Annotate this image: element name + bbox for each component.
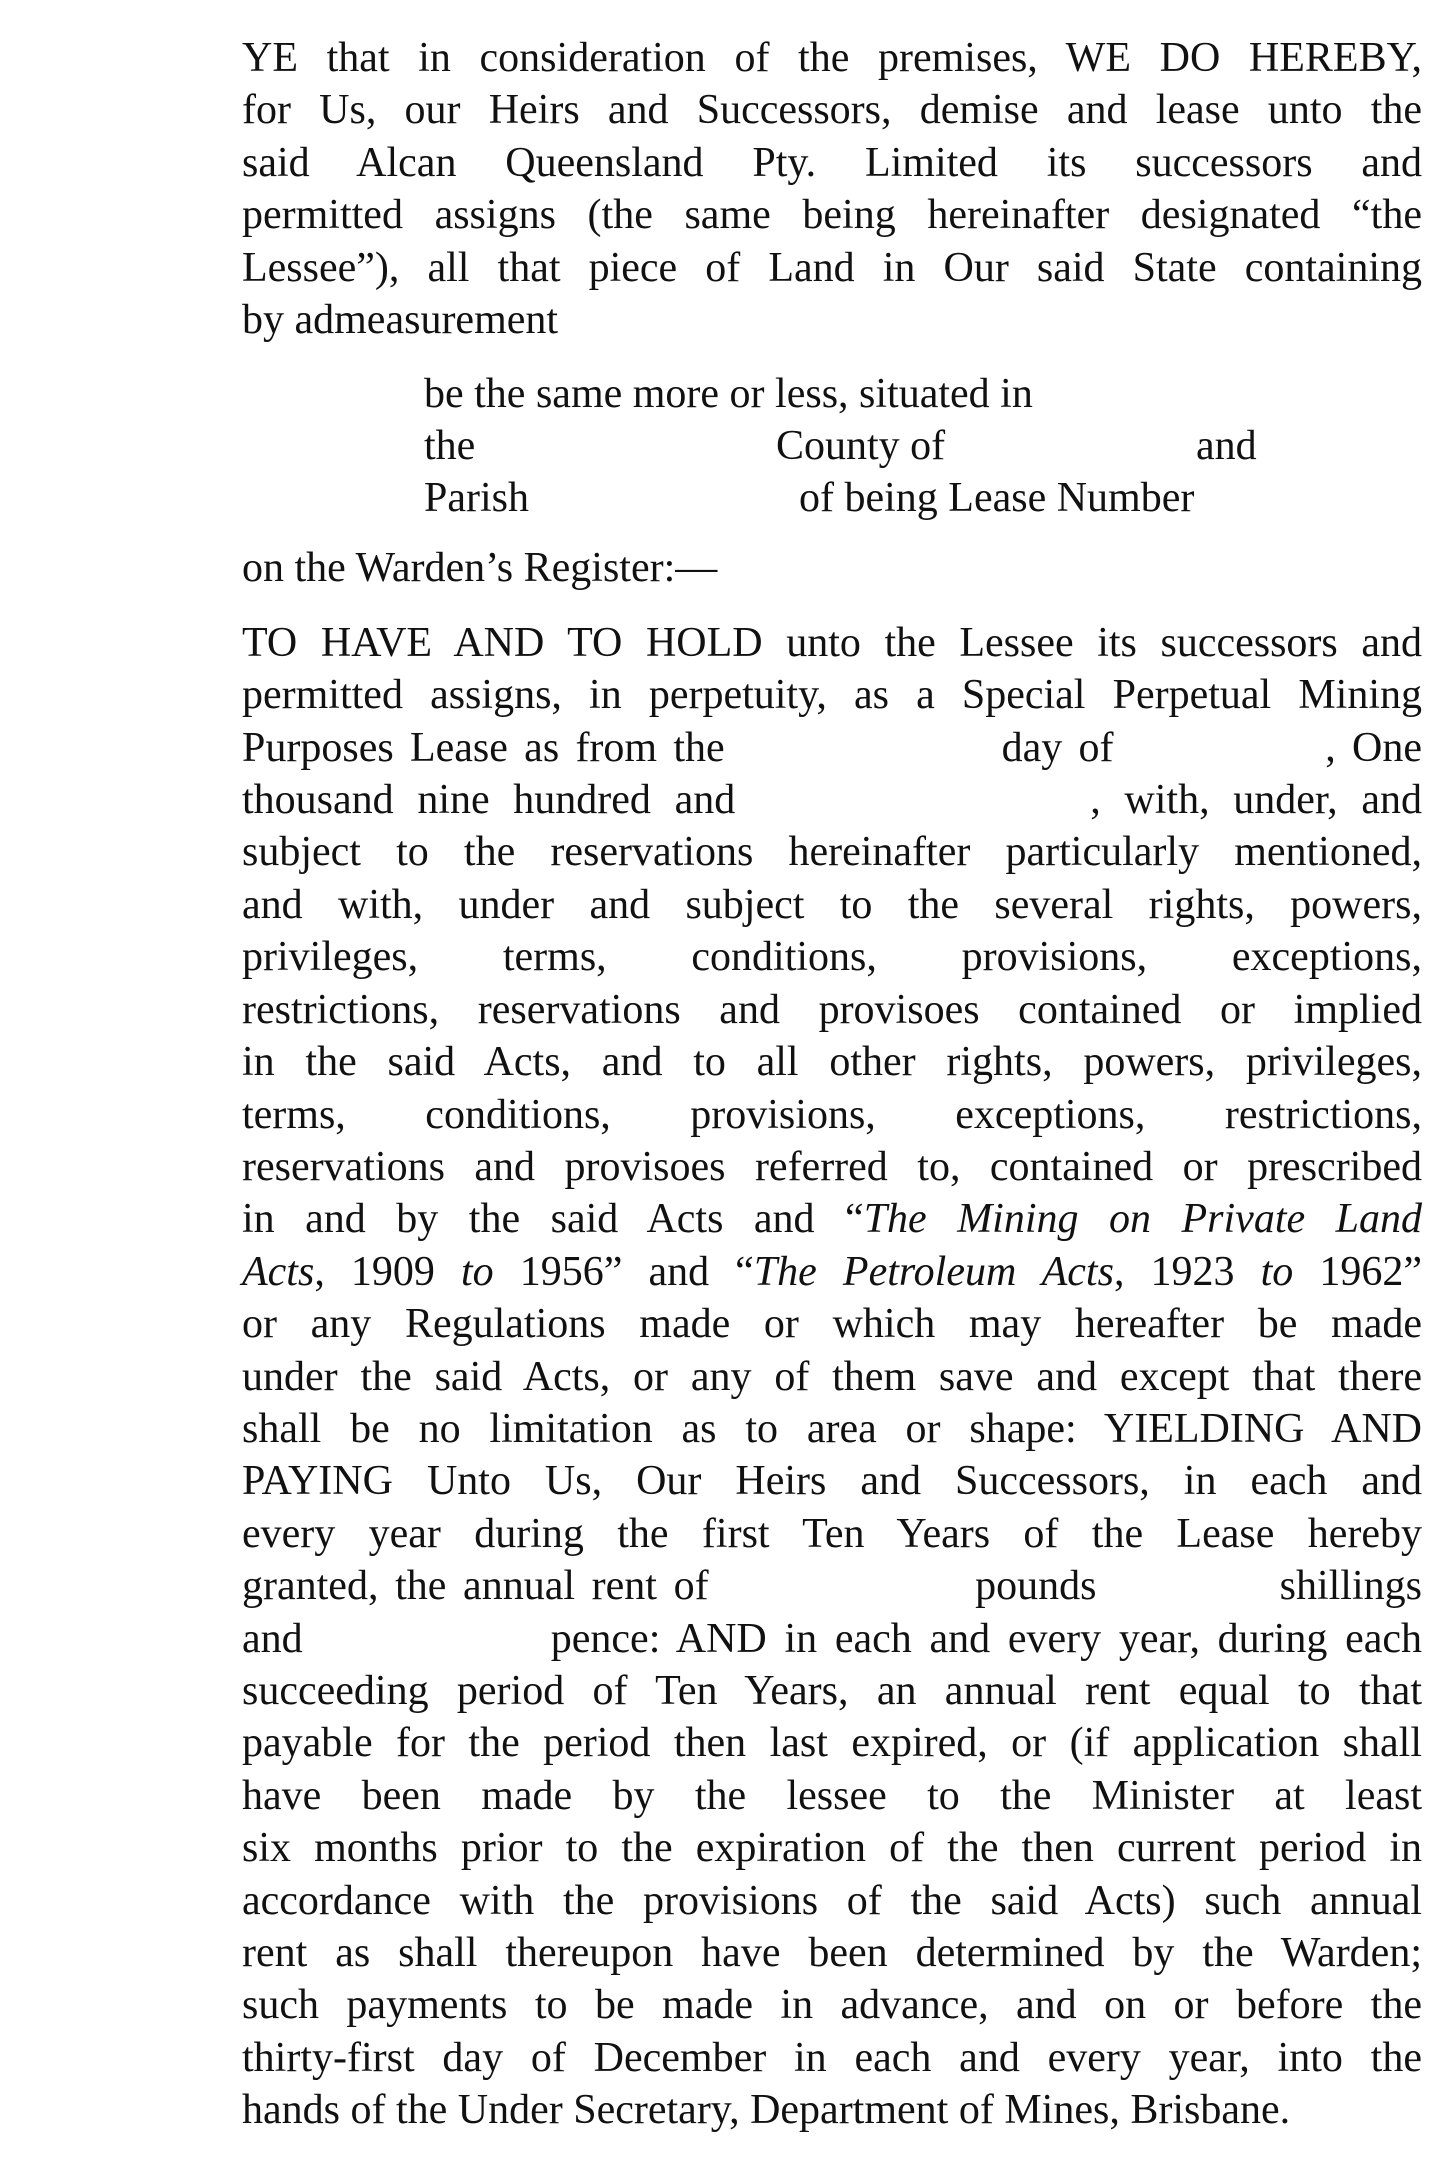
text-line: under the said Acts, or any of them save and except that there: [242, 1353, 1422, 1400]
form-word-the: the: [424, 423, 476, 470]
text-line: for Us, our Heirs and Successors, demise and lease unto the: [242, 87, 1422, 134]
text-line: PAYING Unto Us, Our Heirs and Successors, in each and: [242, 1458, 1422, 1505]
text-fragment: 1962”: [1293, 1248, 1423, 1295]
text-line: YE that in consideration of the premises, WE DO HEREBY,: [242, 35, 1422, 81]
text-line: Purposes Lease as from the day of , One: [242, 724, 1422, 771]
text-line: thousand nine hundred and , with, under, and: [242, 777, 1422, 824]
text-line-with-act-title: [242, 1193, 1422, 1245]
document-page: [242, 32, 1422, 2137]
text-line: restrictions, reservations and provisoes contained or implied: [242, 986, 1422, 1033]
text-line: and pence: AND in each and every year, during each: [242, 1615, 1422, 1662]
text-line: granted, the annual rent of pounds shillings: [242, 1563, 1422, 1610]
text-line: said Alcan Queensland Pty. Limited its successors and: [242, 139, 1422, 186]
form-line-situated: be the same more or less, situated in: [424, 371, 1033, 418]
text-fragment: 1956” and “: [493, 1248, 754, 1295]
text-line: rent as shall thereupon have been determined by the Warden;: [242, 1930, 1422, 1976]
register-line: on the Warden’s Register:—: [242, 545, 718, 592]
text-fragment: , 1909: [314, 1248, 461, 1295]
text-line: in the said Acts, and to all other rights, powers, privileges,: [242, 1039, 1422, 1086]
text-line-with-act-title: [242, 1246, 1422, 1298]
text-line: reservations and provisoes referred to, contained or prescribed: [242, 1143, 1422, 1190]
text-fragment: , 1923: [1113, 1248, 1261, 1295]
text-line: six months prior to the expiration of the then current period in: [242, 1825, 1422, 1872]
text-line: subject to the reservations hereinafter particularly mentioned,: [242, 829, 1422, 876]
text-line: TO HAVE AND TO HOLD unto the Lessee its successors and: [242, 619, 1422, 666]
text-line: privileges, terms, conditions, provisions, exceptions,: [242, 934, 1422, 981]
act-title-fragment: Acts: [242, 1248, 315, 1295]
form-label-parish: Parish: [424, 475, 529, 522]
text-line: such payments to be made in advance, and on or before the: [242, 1982, 1422, 2029]
land-description-block: [242, 368, 1422, 528]
text-line: thirty-first day of December in each and every year, into the: [242, 2034, 1422, 2081]
text-line: shall be no limitation as to area or shape: YIELDING AND: [242, 1405, 1422, 1452]
form-label-lease-number: of being Lease Number: [799, 475, 1195, 522]
act-title-mining-private-land: The Mining on Private Land: [863, 1196, 1422, 1243]
text-line: or any Regulations made or which may hereafter be made: [242, 1301, 1422, 1348]
italic-word: to: [1260, 1248, 1294, 1295]
act-title-petroleum: The Petroleum Acts: [753, 1248, 1114, 1295]
text-line: every year during the first Ten Years of the Lease hereby: [242, 1510, 1422, 1557]
text-fragment: in and by the said Acts and “: [242, 1196, 864, 1243]
habendum-paragraph: [242, 617, 1422, 2137]
text-line: succeeding period of Ten Years, an annual rent equal to that: [242, 1667, 1422, 1714]
text-line: permitted assigns (the same being hereinafter designated “the: [242, 192, 1422, 239]
text-line: permitted assigns, in perpetuity, as a Special Perpetual Mining: [242, 672, 1422, 719]
text-line: Lessee”), all that piece of Land in Our said State containing: [242, 244, 1422, 291]
form-label-county: County of: [776, 423, 946, 470]
text-line: have been made by the lessee to the Minister at least: [242, 1772, 1422, 1819]
italic-word: to: [460, 1248, 494, 1295]
text-line: accordance with the provisions of the said Acts) such annual: [242, 1877, 1422, 1924]
text-line: and with, under and subject to the several rights, powers,: [242, 881, 1422, 928]
text-line: payable for the period then last expired, or (if application shall: [242, 1720, 1422, 1767]
text-line: terms, conditions, provisions, exceptions, restrictions,: [242, 1091, 1422, 1138]
text-line: hands of the Under Secretary, Department of Mines, Brisbane.: [242, 2087, 1291, 2134]
form-word-and: and: [1196, 423, 1257, 470]
text-line: by admeasurement: [242, 297, 559, 344]
demise-paragraph: [242, 32, 1422, 346]
